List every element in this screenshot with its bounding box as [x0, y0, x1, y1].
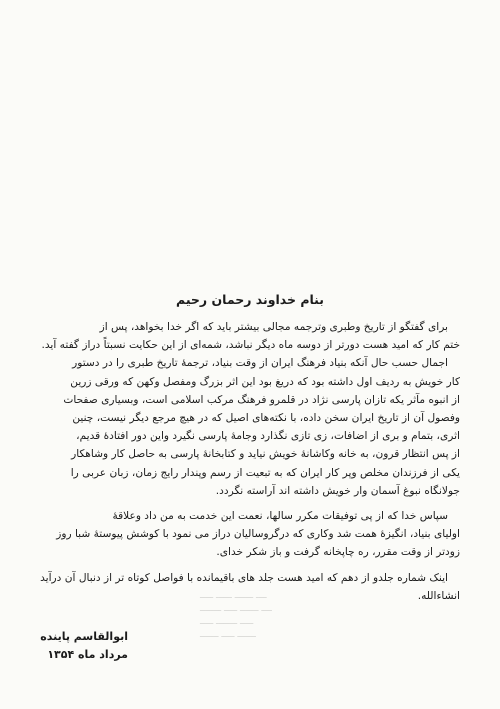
- text-line: اینک شماره جلدو از دهم که امید هست جلد های باقیمانده با فواصل کوتاه تر از دنبال آن درآید: [40, 571, 448, 584]
- text-line: کار خویش به ردیف اول داشته بود که دریغ بود این اثر بزرگ ومفصل وکهن که ورقی زرین: [70, 375, 460, 388]
- text-line: یکی از فرزندان مخلص وپر کار ایران که به تبعیت از رسم وپندار رایج زمان، زبان عربی را: [70, 466, 460, 479]
- text-line: اولیای بنیاد، انگیزهٔ همت شد وکاری که درگروسالیان دراز می نمود با کوشش پیوستهٔ شبا روز: [56, 528, 460, 541]
- paragraph-2: [40, 354, 460, 500]
- text-line: برای گفتگو از تاریخ وطبری وترجمه مجالی بیشتر باید که اگر خدا بخواهد، پس از: [99, 321, 448, 333]
- text-line: اثری، بتمام و بری از اضافات، زی تازی نگذارد وجامهٔ پارسی نگیرد واین دور افتادهٔ قدیم،: [76, 430, 460, 443]
- paragraph-4: [40, 569, 460, 605]
- text-line: انشاءالله.: [417, 589, 460, 602]
- text-line: وفصول آن از تاریخ ایران سخن داده، با نکته‌های اصیل که در هیچ مرجع دیگر نیست، چنین: [72, 412, 460, 425]
- text-line: جولانگاه نبوغ آسمان وار خویش داشته اند آراسته نگردد.: [215, 484, 460, 497]
- paragraph-3: [40, 507, 460, 562]
- paragraph-1: [40, 318, 460, 354]
- text-line: زودتر از وقت مقرر، ره چاپخانه گرفت و باز شکر خدای.: [216, 546, 460, 559]
- text-line: از انبوه مآثر یکه تازان پارسی نژاد در قلمرو فرهنگ مرکب اسلامی است، وبسیاری صفحات: [63, 393, 460, 406]
- text-line: اجمال حسب حال آنکه بنیاد فرهنگ ایران از وقت بنیاد، ترجمهٔ تاریخ طبری را در دستور: [72, 357, 448, 370]
- text-line: سپاس خدا که از پی توفیقات مکرر سالها، نعمت این خدمت به من داد وعلاقهٔ: [112, 510, 448, 523]
- signature-date: مرداد ماه ۱۳۵۴: [47, 648, 128, 661]
- text-line: ختم کار که امید هست دورتر از دوسه ماه دیگر نباشد، شمه‌ای از این حکایت نسبتاً دراز گفته آید.: [41, 339, 460, 352]
- signature-name: ابوالقاسم پاینده: [40, 630, 128, 643]
- page-title: بنام خداوند رحمان رحیم: [176, 292, 324, 307]
- signature-block: [28, 628, 128, 664]
- text-line: از پس انتظار قرون، به خانه وکاشانهٔ خویش نیاید و کتابخانهٔ پارسی به حاصل کار وشاهکار: [71, 448, 460, 461]
- body-text: [40, 318, 460, 605]
- show-through-text: ـــــ ــــــ ـــــــ ــــ ــــــــ ـــــ ـــــــ ــــ ـــــ ــــــــ ـــــ ـــــــ ـــــ ـــــــ: [200, 591, 272, 640]
